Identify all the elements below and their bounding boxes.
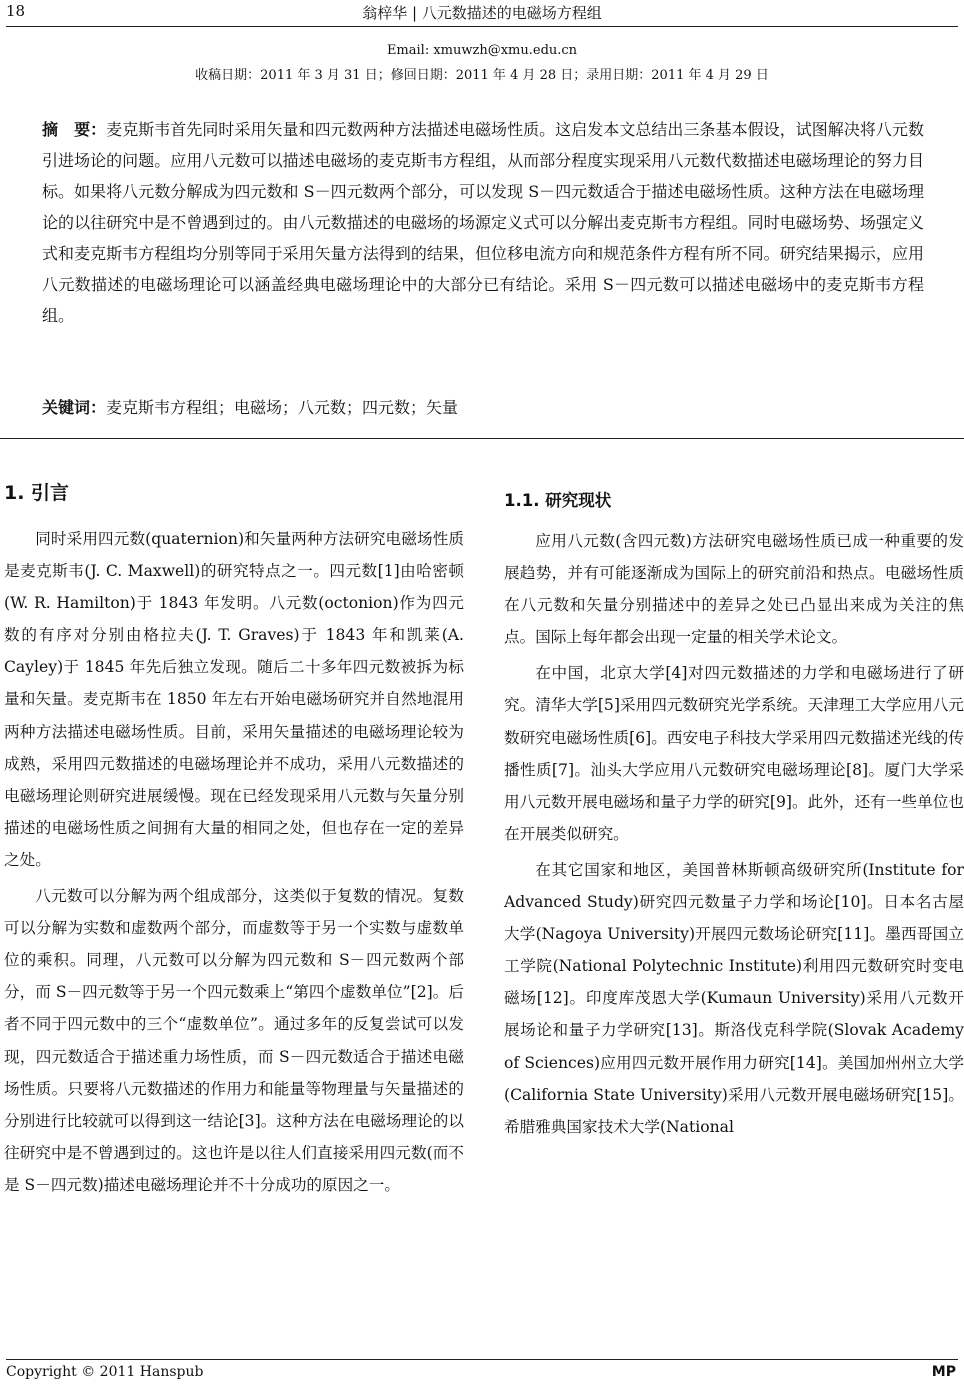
- status-paragraph-1: 应用八元数(含四元数)方法研究电磁场性质已成一种重要的发展趋势，并有可能逐渐成为国际上的研究前沿和热点。电磁场性质在八元数和矢量分别描述中的差异之处已凸显出来成为关注的焦点。国际上每年都会出现一定量的相关学术论文。: [504, 532, 964, 647]
- status-paragraph-3: 在其它国家和地区，美国普林斯顿高级研究所(Institute for Advanced Study)研究四元数量子力学和场论[10]。日本名古屋大学(Nagoya University)开展四元数场论研究[11]。墨西哥国立工学院(National Polytechnic Institute)利用四元数研究时变电磁场[12]。印度库茂恩大学(Kumaun University)采用八元数开展场论和量子力学研究[13]。斯洛伐克科学院(Slovak Academy of Sciences)应用四元数开展作用力研究[14]。美国加州州立大学(California State University)采用八元数开展电磁场研究[15]。希腊雅典国家技术大学(National: [504, 860, 964, 1136]
- journal-abbrev: MP: [931, 1364, 956, 1380]
- status-paragraph-2: 在中国，北京大学[4]对四元数描述的力学和电磁场进行了研究。清华大学[5]采用四元数研究光学系统。天津理工大学应用八元数研究电磁场性质[6]。西安电子科技大学采用四元数描述光线的传播性质[7]。汕头大学应用八元数研究电磁场理论[8]。厦门大学采用八元数开展电磁场和量子力学的研究[9]。此外，还有一些单位也在开展类似研究。: [504, 664, 964, 843]
- right-column: [504, 477, 964, 1147]
- running-title: 翁梓华 | 八元数描述的电磁场方程组: [362, 4, 602, 22]
- intro-paragraph-2: 八元数可以分解为两个组成部分，这类似于复数的情况。复数可以分解为实数和虚数两个部分，而虚数等于另一个实数与虚数单位的乘积。同理，八元数可以分解为四元数和 S－四元数两个部分，而 S－四元数等于另一个四元数乘上“第四个虚数单位”[2]。后者不同于四元数中的三个“虚数单位”。通过多年的反复尝试可以发现，四元数适合于描述重力场性质，而 S－四元数适合于描述电磁场性质。只要将八元数描述的作用力和能量等物理量与矢量描述的分别进行比较就可以得到这一结论[3]。这种方法在电磁场理论的以往研究中是不曾遇到过的。这也许是以往人们直接采用四元数(而不是 S－四元数)描述电磁场理论并不十分成功的原因之一。: [4, 887, 464, 1194]
- section-heading-introduction: 1. 引言: [4, 482, 70, 504]
- left-column: [4, 477, 464, 1205]
- section-heading-research-status: 1.1. 研究现状: [504, 491, 612, 510]
- section-divider: [0, 438, 964, 439]
- intro-paragraph-1: 同时采用四元数(quaternion)和矢量两种方法研究电磁场性质是麦克斯韦(J. C. Maxwell)的研究特点之一。四元数[1]由哈密顿(W. R. Hamilton)于 1843 年发明。八元数(octonion)作为四元数的有序对分别由格拉夫(J. T. Graves)于 1843 年和凯莱(A. Cayley)于 1845 年先后独立发现。随后二十多年四元数被拆为标量和矢量。麦克斯韦在 1850 年左右开始电磁场研究并自然地混用两种方法描述电磁场性质。目前，采用矢量描述的电磁场理论较为成熟，采用四元数描述的电磁场理论并不成功，采用八元数描述的电磁场理论则研究进展缓慢。现在已经发现采用八元数与矢量分别描述的电磁场性质之间拥有大量的相同之处，但也存在一定的差异之处。: [4, 530, 464, 869]
- copyright: Copyright © 2011 Hanspub: [6, 1364, 204, 1380]
- keywords-label: 关键词：: [42, 398, 107, 417]
- footer-rule: [6, 1359, 958, 1360]
- keywords-text: 麦克斯韦方程组；电磁场；八元数；四元数；矢量: [106, 398, 459, 417]
- keywords: [42, 392, 924, 423]
- page-number: 18: [6, 2, 26, 20]
- abstract: [42, 114, 924, 331]
- abstract-label: 摘 要：: [42, 120, 107, 139]
- submission-dates: 收稿日期：2011 年 3 月 31 日；修回日期：2011 年 4 月 28 日；录用日期：2011 年 4 月 29 日: [195, 68, 769, 83]
- abstract-text: 麦克斯韦首先同时采用矢量和四元数两种方法描述电磁场性质。这启发本文总结出三条基本假设，试图解决将八元数引进场论的问题。应用八元数可以描述电磁场的麦克斯韦方程组，从而部分程度实现采用八元数代数描述电磁场理论的努力目标。如果将八元数分解成为四元数和 S－四元数两个部分，可以发现 S－四元数适合于描述电磁场性质。这种方法在电磁场理论的以往研究中是不曾遇到过的。由八元数描述的电磁场的场源定义式可以分解出麦克斯韦方程组。同时电磁场势、场强定义式和麦克斯韦方程组均分别等同于采用矢量方法得到的结果，但位移电流方向和规范条件方程有所不同。研究结果揭示，应用八元数描述的电磁场理论可以涵盖经典电磁场理论中的大部分已有结论。采用 S－四元数可以描述电磁场中的麦克斯韦方程组。: [42, 120, 924, 325]
- header-rule: [6, 26, 958, 27]
- author-email: Email: xmuwzh@xmu.edu.cn: [386, 43, 578, 58]
